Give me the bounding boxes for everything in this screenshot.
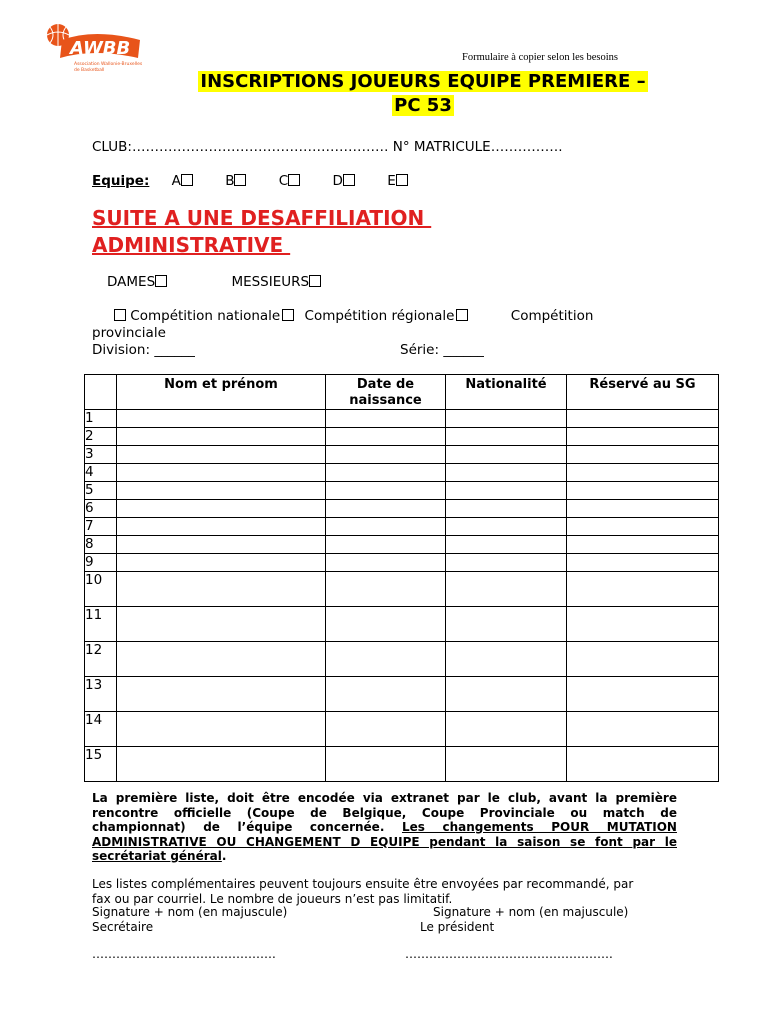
reserved-cell[interactable] [567,446,719,464]
birthdate-cell[interactable] [326,536,446,554]
nationality-cell[interactable] [446,572,567,607]
awbb-logo [44,20,144,76]
row-number: 15 [85,747,117,782]
row-number: 3 [85,446,117,464]
table-row [85,410,719,428]
birthdate-cell[interactable] [326,607,446,642]
reserved-cell[interactable] [567,464,719,482]
competition-row: Compétition nationale Compétition régionale Compétition provinciale [92,308,594,341]
table-row [85,536,719,554]
row-number: 8 [85,536,117,554]
col-header-birthdate: Date de naissance [326,375,446,410]
table-row [85,428,719,446]
col-header-reserved: Réservé au SG [567,375,719,410]
nationality-cell[interactable] [446,607,567,642]
equipe-option-a[interactable]: A [172,173,193,189]
birthdate-cell[interactable] [326,642,446,677]
messieurs-option[interactable]: MESSIEURS [231,274,321,290]
checkbox-icon[interactable] [181,174,193,186]
row-number: 2 [85,428,117,446]
table-row [85,572,719,607]
svg-text:Association Wallonie-Bruxelles: Association Wallonie-Bruxelles [74,62,143,67]
row-number: 1 [85,410,117,428]
signature-line-left[interactable]: ………………………………………. [92,947,276,961]
nationality-cell[interactable] [446,464,567,482]
name-cell[interactable] [117,572,326,607]
equipe-row [92,173,408,189]
nationality-cell[interactable] [446,410,567,428]
nationality-cell[interactable] [446,446,567,464]
reserved-cell[interactable] [567,482,719,500]
row-number: 4 [85,464,117,482]
name-cell[interactable] [117,482,326,500]
svg-text:de Basketball: de Basketball [74,68,105,73]
table-row [85,642,719,677]
copy-note: Formulaire à copier selon les besoins [462,52,619,63]
title-line-1: INSCRIPTIONS JOUEURS EQUIPE PREMIERE – [200,71,646,92]
checkbox-icon[interactable] [396,174,408,186]
reserved-cell[interactable] [567,518,719,536]
equipe-option-d[interactable]: D [332,173,354,189]
row-number: 6 [85,500,117,518]
name-cell[interactable] [117,607,326,642]
col-header-name: Nom et prénom [117,375,326,410]
division-field[interactable]: Division: ______ [92,342,195,358]
name-cell[interactable] [117,446,326,464]
name-cell[interactable] [117,677,326,712]
col-header-num [85,375,117,410]
nationality-cell[interactable] [446,554,567,572]
nationality-cell[interactable] [446,500,567,518]
row-number: 11 [85,607,117,642]
nationality-cell[interactable] [446,518,567,536]
table-row [85,482,719,500]
nationality-cell[interactable] [446,712,567,747]
checkbox-icon[interactable] [282,309,294,321]
reserved-cell[interactable] [567,410,719,428]
competition-regionale: Compétition régionale [304,308,455,324]
birthdate-cell[interactable] [326,464,446,482]
equipe-option-c[interactable]: C [279,173,300,189]
table-header-row [85,375,719,410]
gender-row [107,274,321,290]
table-row [85,464,719,482]
name-cell[interactable] [117,712,326,747]
birthdate-cell[interactable] [326,410,446,428]
table-row [85,677,719,712]
reserved-cell[interactable] [567,677,719,712]
birthdate-cell[interactable] [326,572,446,607]
equipe-option-b[interactable]: B [225,173,246,189]
reserved-cell[interactable] [567,642,719,677]
name-cell[interactable] [117,554,326,572]
reserved-cell[interactable] [567,500,719,518]
name-cell[interactable] [117,747,326,782]
birthdate-cell[interactable] [326,518,446,536]
reserved-cell[interactable] [567,607,719,642]
reserved-cell[interactable] [567,747,719,782]
footer-instructions: La première liste, doit être encodée via extranet par le club, avant la première rencontre officielle (Coupe de Belgique, Coupe Provinciale ou match de championnat) de l’équipe concernée. Les changements POUR MUTATION ADMINISTRATIVE OU CHANGEMENT D EQUIPE pendant la saison se font par le [92,791,677,849]
nationality-cell[interactable] [446,482,567,500]
competition-nationale: Compétition nationale [130,308,281,324]
table-row [85,607,719,642]
name-cell[interactable] [117,428,326,446]
row-number: 7 [85,518,117,536]
row-number: 9 [85,554,117,572]
table-row [85,518,719,536]
table-row [85,446,719,464]
nationality-cell[interactable] [446,677,567,712]
serie-field[interactable]: Série: ______ [400,342,484,358]
name-cell[interactable] [117,642,326,677]
svg-text:AWBB: AWBB [70,38,131,59]
birthdate-cell[interactable] [326,554,446,572]
reserved-cell[interactable] [567,554,719,572]
row-number: 5 [85,482,117,500]
birthdate-cell[interactable] [326,712,446,747]
nationality-cell[interactable] [446,536,567,554]
reserved-cell[interactable] [567,712,719,747]
nationality-cell[interactable] [446,642,567,677]
nationality-cell[interactable] [446,428,567,446]
form-title [168,70,678,118]
row-number: 14 [85,712,117,747]
checkbox-icon[interactable] [155,275,167,287]
title-line-2: PC 53 [394,95,452,116]
table-row [85,712,719,747]
footer-instructions-end: secrétariat général. [92,849,227,863]
players-table [84,374,719,782]
birthdate-cell[interactable] [326,677,446,712]
nationality-cell[interactable] [446,747,567,782]
birthdate-cell[interactable] [326,446,446,464]
col-header-nationality: Nationalité [446,375,567,410]
row-number: 12 [85,642,117,677]
table-row [85,554,719,572]
equipe-option-e[interactable]: E [387,173,408,189]
birthdate-cell[interactable] [326,482,446,500]
complementary-lists-note: Les listes complémentaires peuvent toujours ensuite être envoyées par recommandé, par fax ou par courriel. Le nombre de joueurs n’est pas limitatif. [92,877,634,906]
table-row [85,500,719,518]
name-cell[interactable] [117,536,326,554]
signature-left: Signature + nom (en majuscule) Secrétaire [92,905,288,934]
section-heading: SUITE A UNE DESAFFILIATION ADMINISTRATIVE [92,206,432,257]
checkbox-icon[interactable] [343,174,355,186]
signature-line-right[interactable]: ……………………………………………. [405,947,613,961]
checkbox-icon[interactable] [309,275,321,287]
reserved-cell[interactable] [567,572,719,607]
equipe-label: Equipe: [92,173,150,189]
birthdate-cell[interactable] [326,428,446,446]
dames-option[interactable]: DAMES [107,274,167,290]
name-cell[interactable] [117,464,326,482]
name-cell[interactable] [117,500,326,518]
birthdate-cell[interactable] [326,500,446,518]
reserved-cell[interactable] [567,428,719,446]
row-number: 10 [85,572,117,607]
name-cell[interactable] [117,410,326,428]
table-row [85,747,719,782]
birthdate-cell[interactable] [326,747,446,782]
signature-right: Signature + nom (en majuscule) Le président [420,905,629,934]
name-cell[interactable] [117,518,326,536]
checkbox-icon[interactable] [234,174,246,186]
club-line: CLUB:………………………………………………… N° MATRICULE……………. [92,139,563,155]
checkbox-icon[interactable] [114,309,126,321]
checkbox-icon[interactable] [456,309,468,321]
row-number: 13 [85,677,117,712]
reserved-cell[interactable] [567,536,719,554]
checkbox-icon[interactable] [288,174,300,186]
competition-provinciale: Compétition [510,308,594,324]
